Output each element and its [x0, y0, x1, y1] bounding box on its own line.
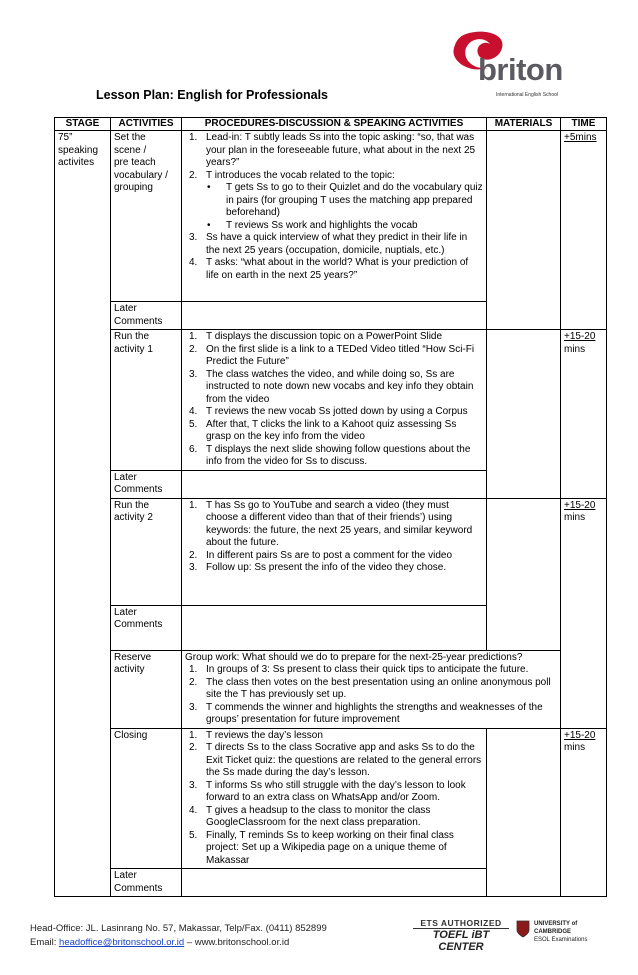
bullet-text: T gets Ss to go to their Quizlet and do the vocabulary quiz in pairs (for grouping T uses the matching app prepared beforehand): [226, 182, 483, 218]
header-time: TIME: [561, 118, 607, 131]
list-item: 4. T asks: “what about in the world? What is your prediction of life on earth in the next 25 years?”: [189, 257, 469, 281]
footer-address: Head-Office: JL. Lasinrang No. 57, Makassar, Telp/Fax. (0411) 852899: [30, 923, 327, 934]
footer-contact: [30, 936, 327, 950]
list-item-text: The class watches the video, and while doing so, Ss are instructed to note down new vocabs and key info they obtain from the video: [206, 368, 474, 405]
table-row: [55, 330, 607, 471]
table-row: [55, 131, 607, 302]
procedure-list: [185, 730, 483, 868]
page-title: Lesson Plan: English for Professionals: [96, 88, 328, 102]
materials-cell: [487, 330, 561, 499]
activity-line: pre teach: [114, 157, 156, 168]
list-item: 1. Lead-in: T subtly leads Ss into the topic asking: “so, that was your plan in the foreseeable future, what about in the next 25 years?”: [189, 132, 476, 168]
time-cell: [561, 330, 607, 499]
time-value: +15-20: [564, 729, 596, 741]
time-unit: mins: [564, 512, 586, 523]
list-item-text: T asks: “what about in the world? What is your prediction of life on earth in the next 25 years?”: [206, 257, 469, 281]
bullet-text: T reviews Ss work and highlights the vocab: [226, 219, 418, 231]
activity-line: activity 1: [114, 343, 153, 355]
materials-cell: [487, 131, 561, 330]
list-item-text: After that, T clicks the link to a Kahoot quiz assessing Ss grasp on the key info from the video: [206, 418, 457, 442]
list-item: 6. T displays the next slide showing follow questions about the info from the video for Ss to discuss.: [189, 443, 471, 467]
later-comments-label: Later Comments: [111, 869, 182, 897]
stage-line: speaking: [58, 144, 99, 156]
ets-badge-line2: TOEFL iBT CENTER: [413, 928, 509, 953]
list-item: 5. After that, T clicks the link to a Kahoot quiz assessing Ss grasp on the key info from the video: [189, 418, 457, 442]
email-label: Email:: [30, 937, 60, 948]
website-text: – www.britonschool.or.id: [184, 937, 290, 948]
ets-badge: [413, 918, 509, 953]
list-item: 2. The class then votes on the best presentation using an online anonymous poll site the T has previously set up.: [189, 676, 551, 700]
list-item-text: T displays the discussion topic on a PowerPoint Slide: [206, 331, 443, 342]
logo-wordmark: briton: [478, 52, 563, 87]
bullet-item: • T gets Ss to go to their Quizlet and do the vocabulary quiz in pairs (for grouping T uses the matching app prepared beforehand): [207, 182, 483, 218]
activity-line: grouping: [114, 182, 153, 193]
header-procedures: PROCEDURES-DISCUSSION & SPEAKING ACTIVITIES: [182, 118, 487, 131]
bullet-list: [185, 182, 483, 232]
time-unit: mins: [564, 742, 586, 753]
list-item-text: On the first slide is a link to a TEDed Video titled “How Sci-Fi Predict the Future”: [206, 343, 475, 367]
activity-line: activity: [114, 664, 145, 675]
procedure-cell: [182, 131, 487, 302]
time-value: +15-20: [564, 331, 596, 342]
header-stage: STAGE: [55, 118, 111, 131]
list-item-text: T reviews the day’s lesson: [206, 729, 323, 741]
comments-cell: [182, 302, 487, 330]
list-item: 1. T displays the discussion topic on a PowerPoint Slide: [189, 331, 443, 342]
activity-line: Run the: [114, 499, 150, 511]
list-item: 5. Finally, T reminds Ss to keep working on their final class project: Set up a Wikipedia page on a unique theme of Makassar: [189, 829, 454, 866]
activity-line: vocabulary /: [114, 169, 168, 181]
list-item-text: T has Ss go to YouTube and search a video (they must choose a different video than that of their friends’) using keywords: the future, the next 25 years, and similar keyword about the future.: [206, 499, 473, 548]
activity-line: Set the: [114, 132, 146, 143]
list-item: 4. T reviews the new vocab Ss jotted down by using a Corpus: [189, 406, 468, 417]
list-item: 3. T commends the winner and highlights the strengths and weaknesses of the groups’ presentation for future improvement: [189, 701, 543, 725]
list-item-text: Ss have a quick interview of what they predict in their life in the next 25 years (occupation, domicile, nuptials, etc.): [206, 232, 468, 256]
email-link[interactable]: headoffice@britonschool.or.id: [59, 937, 185, 948]
list-item: 2. On the first slide is a link to a TEDed Video titled “How Sci-Fi Predict the Future”: [189, 343, 475, 367]
logo-tagline: International English School: [496, 92, 558, 98]
list-item-text: T informs Ss who still struggle with the day’s lesson to look forward to an extra class on WhatsApp and/or Zoom.: [206, 779, 466, 803]
later-comments-label: Later Comments: [111, 605, 182, 650]
group-work-intro: Group work: What should we do to prepare for the next-25-year predictions?: [185, 651, 523, 663]
list-item: 3. Ss have a quick interview of what they predict in their life in the next 25 years (occupation, domicile, nuptials, etc.): [189, 232, 468, 256]
procedure-list: [185, 331, 483, 469]
activity-cell: [111, 498, 182, 605]
list-item-text: T introduces the vocab related to the topic:: [206, 169, 395, 181]
header-materials: MATERIALS: [487, 118, 561, 131]
procedure-cell: [182, 728, 487, 869]
activity-line: activity 2: [114, 512, 153, 523]
table-row: [55, 728, 607, 869]
list-item-text: The class then votes on the best presentation using an online anonymous poll site the T has previously set up.: [206, 676, 551, 700]
list-item: 3. The class watches the video, and while doing so, Ss are instructed to note down new vocabs and key info they obtain from the video: [189, 368, 474, 405]
procedure-cell: [182, 650, 561, 728]
activity-line: Closing: [114, 729, 148, 741]
activity-line: Reserve: [114, 651, 152, 663]
bullet-item: • T reviews Ss work and highlights the vocab: [207, 219, 418, 231]
list-item-text: T directs Ss to the class Socrative app and asks Ss to do the Exit Ticket quiz: the questions are related to the general errors the Ss made during the day’s lesson.: [206, 742, 482, 778]
time-value: +15-20: [564, 499, 596, 511]
list-item: 2. T introduces the vocab related to the topic: • T gets Ss to go to their Quizlet and do the vocabulary quiz in pairs (for grouping T uses the matching app prepared beforehand) • T reviews Ss work and highlights the vocab: [185, 170, 483, 233]
list-item: 2. In different pairs Ss are to post a comment for the video: [189, 549, 453, 561]
cambridge-badge: [516, 918, 610, 948]
table-row: [55, 498, 607, 605]
procedure-cell: [182, 330, 487, 471]
table-row: [55, 650, 607, 728]
procedure-list: [185, 500, 483, 575]
comments-cell: [182, 470, 487, 498]
comments-cell: [182, 605, 487, 650]
list-item-text: Follow up: Ss present the info of the video they chose.: [206, 562, 447, 573]
activity-cell: [111, 131, 182, 302]
list-item: 4. T gives a headsup to the class to monitor the class GoogleClassroom for the next class preparation.: [189, 804, 431, 828]
comments-cell: [182, 869, 487, 897]
list-item: 2. T directs Ss to the class Socrative app and asks Ss to do the Exit Ticket quiz: the questions are related to the general errors the Ss made during the day’s lesson.: [189, 742, 482, 778]
stage-cell: [55, 131, 111, 897]
materials-cell: [487, 498, 561, 650]
later-comments-label: Later Comments: [111, 470, 182, 498]
list-item-text: Finally, T reminds Ss to keep working on their final class project: Set up a Wikipedia page on a unique theme of Makassar: [206, 829, 454, 866]
list-item: 3. T informs Ss who still struggle with the day’s lesson to look forward to an extra class on WhatsApp and/or Zoom.: [189, 779, 466, 803]
stage-duration: 75”: [58, 132, 73, 143]
time-unit: mins: [564, 343, 586, 355]
list-item-text: T displays the next slide showing follow questions about the info from the video for Ss to discuss.: [206, 443, 471, 467]
time-cell: [561, 131, 607, 330]
ets-badge-line1: ETS AUTHORIZED: [420, 918, 502, 928]
activity-cell: [111, 650, 182, 728]
stage-line: activites: [58, 157, 95, 168]
procedure-list: [185, 664, 557, 727]
time-cell: [561, 728, 607, 897]
crest-icon: [516, 920, 530, 938]
list-item-text: In groups of 3: Ss present to class their quick tips to anticipate the future.: [206, 664, 529, 675]
activity-cell: [111, 330, 182, 471]
activity-line: scene /: [114, 144, 147, 156]
list-item-text: In different pairs Ss are to post a comment for the video: [206, 549, 453, 561]
list-item-text: Lead-in: T subtly leads Ss into the topic asking: “so, that was your plan in the foreseeable future, what about in the next 25 years?”: [206, 132, 476, 168]
materials-cell: [487, 728, 561, 897]
activity-cell: [111, 728, 182, 869]
list-item: 1. T has Ss go to YouTube and search a video (they must choose a different video than that of their friends’) using keywords: the future, the next 25 years, and similar keyword about the future.: [189, 499, 473, 548]
list-item: 1. T reviews the day’s lesson: [189, 729, 323, 741]
procedure-cell: [182, 498, 487, 605]
time-value: +5mins: [564, 132, 597, 143]
lesson-plan-table: [54, 117, 607, 897]
table-header-row: [55, 118, 607, 131]
activity-line: Run the: [114, 331, 150, 342]
procedure-list: [185, 132, 483, 282]
header-activities: ACTIVITIES: [111, 118, 182, 131]
list-item-text: T reviews the new vocab Ss jotted down by using a Corpus: [206, 406, 468, 417]
briton-logo: [444, 30, 586, 104]
cambridge-line1: UNIVERSITY of CAMBRIDGE: [534, 921, 578, 935]
list-item: 1. In groups of 3: Ss present to class their quick tips to anticipate the future.: [189, 664, 529, 675]
list-item-text: T gives a headsup to the class to monitor the class GoogleClassroom for the next class preparation.: [206, 804, 431, 828]
page-footer: [30, 922, 327, 950]
time-cell: [561, 498, 607, 728]
cambridge-line2: ESOL Examinations: [534, 937, 588, 943]
later-comments-label: Later Comments: [111, 302, 182, 330]
list-item: 3. Follow up: Ss present the info of the video they chose.: [189, 562, 447, 573]
list-item-text: T commends the winner and highlights the strengths and weaknesses of the groups’ presentation for future improvement: [206, 701, 543, 725]
